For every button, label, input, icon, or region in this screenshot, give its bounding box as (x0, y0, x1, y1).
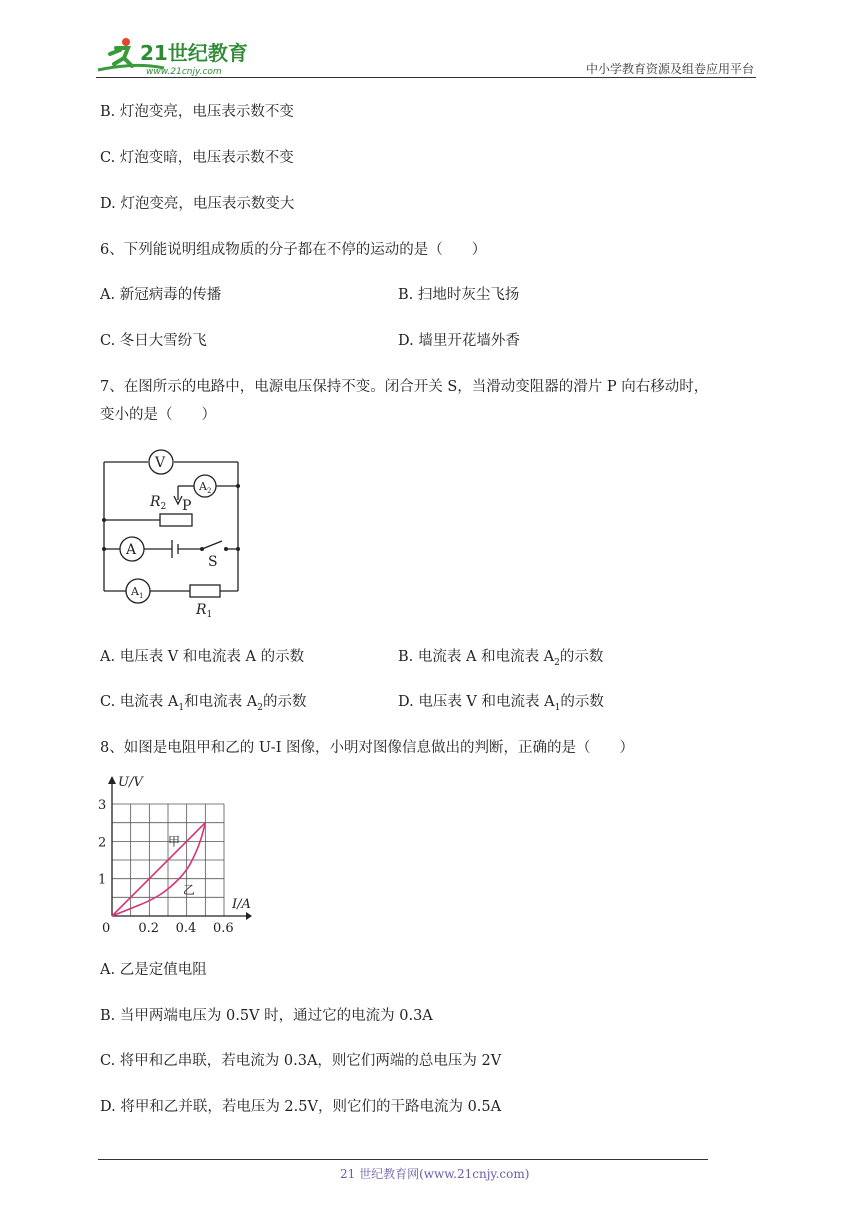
series-yi-label: 乙 (182, 882, 195, 897)
x-axis-arrow (246, 912, 252, 920)
q8-stem: 8、如图是电阻甲和乙的 U-I 图像，小明对图像信息做出的判断，正确的是（ ） (100, 740, 635, 756)
q5-option-c: C. 灯泡变暗，电压表示数不变 (100, 150, 294, 166)
q7-option-d-tail: 的示数 (560, 694, 604, 710)
site-logo (94, 34, 264, 78)
q7-option-c-sub1: 1 (178, 702, 185, 713)
r1-label: R (196, 602, 207, 618)
q7-option-c-mid: 和电流表 A (184, 694, 258, 710)
y-axis-label: U/V (118, 775, 143, 790)
q8-option-c: C. 将甲和乙串联，若电流为 0.3A，则它们两端的总电压为 2V (100, 1053, 502, 1069)
q5-option-b: B. 灯泡变亮，电压表示数不变 (100, 104, 294, 120)
q8-option-a: A. 乙是定值电阻 (100, 962, 207, 978)
y-tick-label: 2 (98, 835, 107, 851)
svg-text:A2 (198, 480, 211, 495)
slider-label: P (182, 498, 192, 514)
q6-option-a: A. 新冠病毒的传播 (100, 287, 222, 303)
q7-option-b-tail: 的示数 (559, 649, 604, 665)
ammeter-a2-label: A (199, 480, 207, 493)
y-tick-label: 1 (98, 872, 107, 888)
x-tick-label: 0.4 (175, 921, 197, 936)
logo-url: www.21cnjy.com (146, 67, 222, 77)
ammeter-a1-label: A (131, 585, 139, 598)
x-tick-label: 0.2 (138, 921, 160, 936)
q7-stem-line1: 7、在图所示的电路中，电源电压保持不变。闭合开关 S，当滑动变阻器的滑片 P 向右移动时， (100, 379, 709, 395)
q7-option-b (398, 647, 603, 673)
q7-option-b-text: B. 电流表 A 和电流表 A (398, 649, 555, 665)
footer-divider (98, 1159, 708, 1160)
q7-stem-line2: 变小的是（ ） (100, 407, 216, 423)
ammeter-a2-subscript: 2 (206, 487, 212, 495)
q7-option-c (100, 692, 306, 718)
r2-label: R (150, 494, 161, 510)
footer-site: 21 世纪教育网(www.21cnjy.com) (340, 1167, 530, 1181)
x-tick-label: 0.6 (213, 921, 234, 936)
q7-option-d-sub: 1 (554, 702, 561, 713)
q7-option-c-text: C. 电流表 A (100, 694, 179, 710)
q6-option-d: D. 墙里开花墙外香 (398, 333, 520, 349)
q6-option-b: B. 扫地时灰尘飞扬 (398, 287, 520, 303)
svg-text:R2 (149, 494, 166, 512)
ui-graph (96, 772, 266, 946)
origin-label: 0 (102, 921, 111, 936)
q6-option-c: C. 冬日大雪纷飞 (100, 333, 207, 349)
q8-option-b: B. 当甲两端电压为 0.5V 时，通过它的电流为 0.3A (100, 1008, 433, 1024)
switch-label: S (208, 554, 218, 570)
svg-text:R1 (195, 602, 212, 620)
q7-option-d (398, 692, 604, 718)
series-jia-line (112, 823, 205, 916)
voltmeter-label: V (155, 455, 166, 471)
circuit-diagram (98, 448, 248, 628)
header-divider (96, 77, 756, 78)
y-axis-arrow (108, 776, 116, 784)
x-axis-label: I/A (232, 897, 251, 912)
ammeter-a-label: A (126, 542, 137, 558)
q8-option-d: D. 将甲和乙并联，若电压为 2.5V，则它们的干路电流为 0.5A (100, 1099, 502, 1115)
ammeter-a1-subscript: 1 (138, 592, 144, 600)
y-tick-label: 3 (98, 798, 107, 814)
platform-label: 中小学教育资源及组卷应用平台 (585, 62, 754, 76)
logo-text: 21世纪教育 (140, 41, 248, 65)
q7-option-d-text: D. 电压表 V 和电流表 A (398, 694, 555, 710)
q7-option-c-sub2: 2 (257, 702, 263, 713)
r1-subscript: 1 (206, 610, 213, 620)
svg-text:A1 (130, 585, 143, 600)
series-jia-label: 甲 (168, 834, 181, 849)
q7-option-a: A. 电压表 V 和电流表 A 的示数 (100, 649, 305, 665)
q5-option-d: D. 灯泡变亮，电压表示数变大 (100, 196, 295, 212)
q6-stem: 6、下列能说明组成物质的分子都在不停的运动的是（ ） (100, 242, 487, 258)
q7-option-b-sub: 2 (554, 657, 560, 668)
q7-option-c-tail: 的示数 (262, 694, 307, 710)
r2-subscript: 2 (160, 502, 167, 512)
